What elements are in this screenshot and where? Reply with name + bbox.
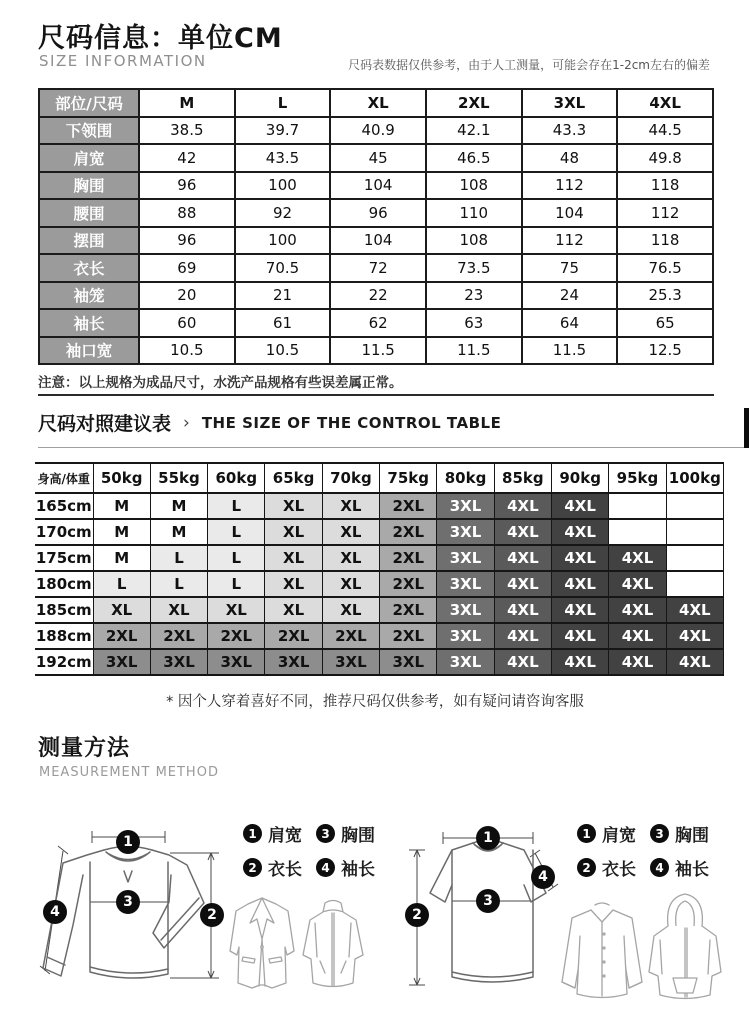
height-weight-corner-label: 身高/体重: [35, 463, 93, 493]
size-value-cell: 46.5: [426, 144, 522, 172]
size-value-cell: 73.5: [426, 254, 522, 282]
size-value-cell: 112: [522, 172, 618, 200]
height-row-label: 192cm: [35, 649, 93, 675]
size-value-cell: 96: [330, 199, 426, 227]
weight-column-header: 60kg: [208, 463, 265, 493]
size-value-cell: 45: [330, 144, 426, 172]
size-value-cell: 48: [522, 144, 618, 172]
size-value-cell: 42: [139, 144, 235, 172]
recommended-size-cell: 3XL: [437, 493, 494, 519]
row-label: 肩宽: [39, 144, 139, 172]
size-column-header: 2XL: [426, 89, 522, 117]
size-value-cell: 61: [235, 309, 331, 337]
height-row-label: 170cm: [35, 519, 93, 545]
size-value-cell: 110: [426, 199, 522, 227]
measurement-subtitle: MEASUREMENT METHOD: [39, 765, 219, 780]
size-value-cell: 20: [139, 282, 235, 310]
row-label: 袖笼: [39, 282, 139, 310]
recommended-size-cell: 4XL: [609, 571, 666, 597]
row-label: 部位/尺码: [39, 89, 139, 117]
recommended-size-cell: 4XL: [552, 571, 609, 597]
recommended-size-cell: 4XL: [552, 649, 609, 675]
size-value-cell: 70.5: [235, 254, 331, 282]
recommended-size-cell: 4XL: [609, 597, 666, 623]
recommended-size-cell: 4XL: [666, 597, 723, 623]
compare-table-grid: [35, 462, 724, 676]
size-value-cell: 63: [426, 309, 522, 337]
size-column-header: M: [139, 89, 235, 117]
recommended-size-cell: 4XL: [494, 545, 551, 571]
chevron-right-icon: ›: [183, 412, 190, 433]
recommended-size-cell: XL: [208, 597, 265, 623]
recommended-size-cell: 3XL: [437, 623, 494, 649]
recommended-size-cell: XL: [322, 571, 379, 597]
recommended-size-cell: 2XL: [380, 519, 437, 545]
recommended-size-cell: [666, 493, 723, 519]
compare-table-row: [35, 623, 724, 649]
recommended-size-cell: 4XL: [552, 519, 609, 545]
compare-table-header-row: [35, 463, 724, 493]
recommended-size-cell: 4XL: [494, 597, 551, 623]
legend-number-badge: 2: [243, 858, 262, 877]
recommended-size-cell: [666, 519, 723, 545]
height-row-label: 165cm: [35, 493, 93, 519]
size-table-grid: [38, 88, 714, 365]
size-value-cell: 92: [235, 199, 331, 227]
size-table-header-row: [39, 89, 713, 117]
recommended-size-cell: 2XL: [93, 623, 150, 649]
recommended-size-cell: 3XL: [380, 649, 437, 675]
section-divider-top: [38, 394, 714, 396]
size-value-cell: 25.3: [617, 282, 713, 310]
size-table: [38, 88, 714, 365]
recommended-size-cell: XL: [322, 597, 379, 623]
legend-number-badge: 4: [650, 858, 669, 877]
measure-badge-shoulder: 1: [476, 826, 500, 850]
size-value-cell: 118: [617, 172, 713, 200]
size-value-cell: 10.5: [139, 337, 235, 365]
recommended-size-cell: 2XL: [380, 545, 437, 571]
recommended-size-cell: 4XL: [609, 545, 666, 571]
size-table-row: [39, 309, 713, 337]
recommended-size-cell: 4XL: [494, 519, 551, 545]
recommended-size-cell: XL: [322, 519, 379, 545]
recommended-size-cell: 3XL: [208, 649, 265, 675]
row-label: 衣长: [39, 254, 139, 282]
recommended-size-cell: [609, 519, 666, 545]
measure-badge-sleeve: 4: [43, 900, 67, 924]
legend-item: [316, 855, 375, 880]
recommended-size-cell: 4XL: [552, 623, 609, 649]
measure-badge-shoulder: 1: [116, 830, 140, 854]
weight-column-header: 95kg: [609, 463, 666, 493]
recommended-size-cell: XL: [265, 519, 322, 545]
recommended-size-cell: M: [150, 493, 207, 519]
legend-number-badge: 1: [577, 824, 596, 843]
recommended-size-cell: XL: [93, 597, 150, 623]
row-label: 腰围: [39, 199, 139, 227]
recommended-size-cell: 2XL: [380, 493, 437, 519]
weight-column-header: 55kg: [150, 463, 207, 493]
recommended-size-cell: L: [93, 571, 150, 597]
size-info-disclaimer: 尺码表数据仅供参考，由于人工测量，可能会存在1-2cm左右的偏差: [348, 58, 710, 72]
recommended-size-cell: 4XL: [666, 623, 723, 649]
size-value-cell: 100: [235, 172, 331, 200]
size-value-cell: 24: [522, 282, 618, 310]
legend-label: 肩宽: [602, 826, 636, 846]
recommended-size-cell: 3XL: [437, 545, 494, 571]
weight-column-header: 85kg: [494, 463, 551, 493]
size-value-cell: 65: [617, 309, 713, 337]
legend-item: [316, 821, 375, 846]
hoodie-icon: [645, 890, 725, 1005]
legend-row: [577, 855, 709, 880]
recommended-size-cell: 2XL: [265, 623, 322, 649]
size-table-row: [39, 199, 713, 227]
shirt-icon: [560, 898, 645, 1006]
recommended-size-cell: XL: [150, 597, 207, 623]
legend-item: [243, 855, 302, 880]
measure-badge-sleeve: 4: [531, 865, 555, 889]
size-value-cell: 10.5: [235, 337, 331, 365]
size-value-cell: 42.1: [426, 117, 522, 145]
row-label: 下领围: [39, 117, 139, 145]
legend-label: 袖长: [341, 860, 375, 880]
legend-item: [577, 855, 636, 880]
size-value-cell: 39.7: [235, 117, 331, 145]
recommended-size-cell: 4XL: [494, 571, 551, 597]
weight-column-header: 75kg: [380, 463, 437, 493]
recommended-size-cell: 4XL: [666, 649, 723, 675]
recommended-size-cell: 4XL: [494, 649, 551, 675]
recommended-size-cell: L: [150, 571, 207, 597]
size-table-row: [39, 254, 713, 282]
compare-table-row: [35, 597, 724, 623]
size-value-cell: 64: [522, 309, 618, 337]
compare-title-en: THE SIZE OF THE CONTROL TABLE: [201, 413, 502, 432]
recommended-size-cell: 2XL: [150, 623, 207, 649]
size-table-note: 注意：以上规格为成品尺寸，水洗产品规格有些误差属正常。: [38, 375, 403, 391]
legend-label: 胸围: [675, 826, 709, 846]
legend-row: [577, 821, 709, 846]
recommended-size-cell: 3XL: [437, 571, 494, 597]
recommended-size-cell: L: [150, 545, 207, 571]
compare-table-row: [35, 649, 724, 675]
legend-row: [243, 821, 375, 846]
size-table-row: [39, 337, 713, 365]
size-value-cell: 49.8: [617, 144, 713, 172]
recommended-size-cell: 4XL: [494, 623, 551, 649]
recommended-size-cell: [666, 545, 723, 571]
compare-section-heading: [38, 409, 501, 436]
size-value-cell: 44.5: [617, 117, 713, 145]
size-column-header: XL: [330, 89, 426, 117]
size-table-row: [39, 144, 713, 172]
recommended-size-cell: M: [93, 493, 150, 519]
recommended-size-cell: 3XL: [265, 649, 322, 675]
weight-column-header: 90kg: [552, 463, 609, 493]
weight-column-header: 80kg: [437, 463, 494, 493]
short-sleeve-tee-diagram: [395, 805, 560, 1020]
row-label: 袖长: [39, 309, 139, 337]
recommended-size-cell: XL: [322, 493, 379, 519]
row-label: 胸围: [39, 172, 139, 200]
legend-label: 肩宽: [268, 826, 302, 846]
recommended-size-cell: XL: [265, 493, 322, 519]
recommended-size-cell: 3XL: [437, 649, 494, 675]
recommended-size-cell: 3XL: [150, 649, 207, 675]
legend-number-badge: 3: [650, 824, 669, 843]
legend-label: 袖长: [675, 860, 709, 880]
recommended-size-cell: 3XL: [93, 649, 150, 675]
size-table-row: [39, 172, 713, 200]
size-table-row: [39, 227, 713, 255]
size-value-cell: 88: [139, 199, 235, 227]
compare-title-cn: 尺码对照建议表: [38, 413, 172, 435]
size-value-cell: 22: [330, 282, 426, 310]
weight-column-header: 100kg: [666, 463, 723, 493]
legend-item: [650, 821, 709, 846]
recommended-size-cell: 2XL: [380, 597, 437, 623]
recommended-size-cell: L: [208, 545, 265, 571]
recommended-size-cell: 4XL: [552, 597, 609, 623]
size-value-cell: 112: [617, 199, 713, 227]
size-value-cell: 23: [426, 282, 522, 310]
compare-table: [35, 462, 724, 676]
stand-collar-jacket-icon: [298, 893, 368, 993]
recommended-size-cell: 4XL: [609, 649, 666, 675]
measurement-legend-left: [243, 821, 375, 880]
size-value-cell: 108: [426, 227, 522, 255]
size-value-cell: 62: [330, 309, 426, 337]
recommended-size-cell: M: [150, 519, 207, 545]
size-value-cell: 12.5: [617, 337, 713, 365]
legend-item: [577, 821, 636, 846]
size-value-cell: 96: [139, 227, 235, 255]
height-row-label: 180cm: [35, 571, 93, 597]
section-divider-bottom: [38, 447, 745, 448]
recommended-size-cell: 2XL: [380, 623, 437, 649]
row-label: 摆围: [39, 227, 139, 255]
weight-column-header: 70kg: [322, 463, 379, 493]
weight-column-header: 50kg: [93, 463, 150, 493]
row-label: 袖口宽: [39, 337, 139, 365]
recommended-size-cell: XL: [265, 571, 322, 597]
scrollbar-fragment[interactable]: [744, 408, 749, 448]
measurement-title: 测量方法: [38, 736, 131, 761]
recommended-size-cell: [609, 493, 666, 519]
size-value-cell: 100: [235, 227, 331, 255]
size-value-cell: 104: [330, 227, 426, 255]
recommended-size-cell: XL: [265, 597, 322, 623]
recommended-size-cell: 4XL: [609, 623, 666, 649]
height-row-label: 175cm: [35, 545, 93, 571]
legend-number-badge: 3: [316, 824, 335, 843]
size-value-cell: 96: [139, 172, 235, 200]
compare-table-row: [35, 545, 724, 571]
size-value-cell: 118: [617, 227, 713, 255]
size-value-cell: 11.5: [426, 337, 522, 365]
recommended-size-cell: 4XL: [552, 493, 609, 519]
recommended-size-cell: 4XL: [494, 493, 551, 519]
recommended-size-cell: 2XL: [322, 623, 379, 649]
recommended-size-cell: 3XL: [437, 519, 494, 545]
legend-item: [243, 821, 302, 846]
blazer-icon: [226, 893, 298, 993]
measure-badge-length: 2: [405, 903, 429, 927]
long-sleeve-tee-diagram: [25, 805, 245, 1020]
size-value-cell: 75: [522, 254, 618, 282]
size-value-cell: 11.5: [330, 337, 426, 365]
measure-badge-chest: 3: [476, 889, 500, 913]
legend-label: 衣长: [268, 860, 302, 880]
size-column-header: L: [235, 89, 331, 117]
size-value-cell: 112: [522, 227, 618, 255]
legend-label: 衣长: [602, 860, 636, 880]
legend-number-badge: 1: [243, 824, 262, 843]
size-value-cell: 21: [235, 282, 331, 310]
recommended-size-cell: L: [208, 493, 265, 519]
recommended-size-cell: 3XL: [437, 597, 494, 623]
size-value-cell: 72: [330, 254, 426, 282]
compare-table-row: [35, 571, 724, 597]
recommended-size-cell: 2XL: [208, 623, 265, 649]
size-info-subtitle: SIZE INFORMATION: [39, 52, 207, 70]
legend-label: 胸围: [341, 826, 375, 846]
height-row-label: 188cm: [35, 623, 93, 649]
size-table-row: [39, 282, 713, 310]
size-table-row: [39, 117, 713, 145]
measure-badge-chest: 3: [116, 890, 140, 914]
weight-column-header: 65kg: [265, 463, 322, 493]
size-value-cell: 104: [522, 199, 618, 227]
size-value-cell: 40.9: [330, 117, 426, 145]
recommended-size-cell: 4XL: [552, 545, 609, 571]
legend-number-badge: 4: [316, 858, 335, 877]
legend-number-badge: 2: [577, 858, 596, 877]
size-value-cell: 69: [139, 254, 235, 282]
size-value-cell: 76.5: [617, 254, 713, 282]
size-value-cell: 104: [330, 172, 426, 200]
recommended-size-cell: M: [93, 519, 150, 545]
height-row-label: 185cm: [35, 597, 93, 623]
recommended-size-cell: [666, 571, 723, 597]
size-column-header: 4XL: [617, 89, 713, 117]
recommended-size-cell: L: [208, 519, 265, 545]
recommended-size-cell: 3XL: [322, 649, 379, 675]
size-value-cell: 11.5: [522, 337, 618, 365]
measurement-legend-right: [577, 821, 709, 880]
recommended-size-cell: XL: [322, 545, 379, 571]
compare-table-row: [35, 493, 724, 519]
recommended-size-cell: XL: [265, 545, 322, 571]
compare-table-footnote: * 因个人穿着喜好不同，推荐尺码仅供参考，如有疑问请咨询客服: [166, 694, 584, 710]
recommended-size-cell: 2XL: [380, 571, 437, 597]
size-value-cell: 38.5: [139, 117, 235, 145]
size-value-cell: 108: [426, 172, 522, 200]
size-value-cell: 43.5: [235, 144, 331, 172]
compare-table-row: [35, 519, 724, 545]
recommended-size-cell: M: [93, 545, 150, 571]
recommended-size-cell: L: [208, 571, 265, 597]
size-value-cell: 60: [139, 309, 235, 337]
measure-badge-length: 2: [200, 903, 224, 927]
legend-row: [243, 855, 375, 880]
legend-item: [650, 855, 709, 880]
size-info-title: 尺码信息：单位CM: [38, 23, 283, 54]
size-value-cell: 43.3: [522, 117, 618, 145]
size-column-header: 3XL: [522, 89, 618, 117]
